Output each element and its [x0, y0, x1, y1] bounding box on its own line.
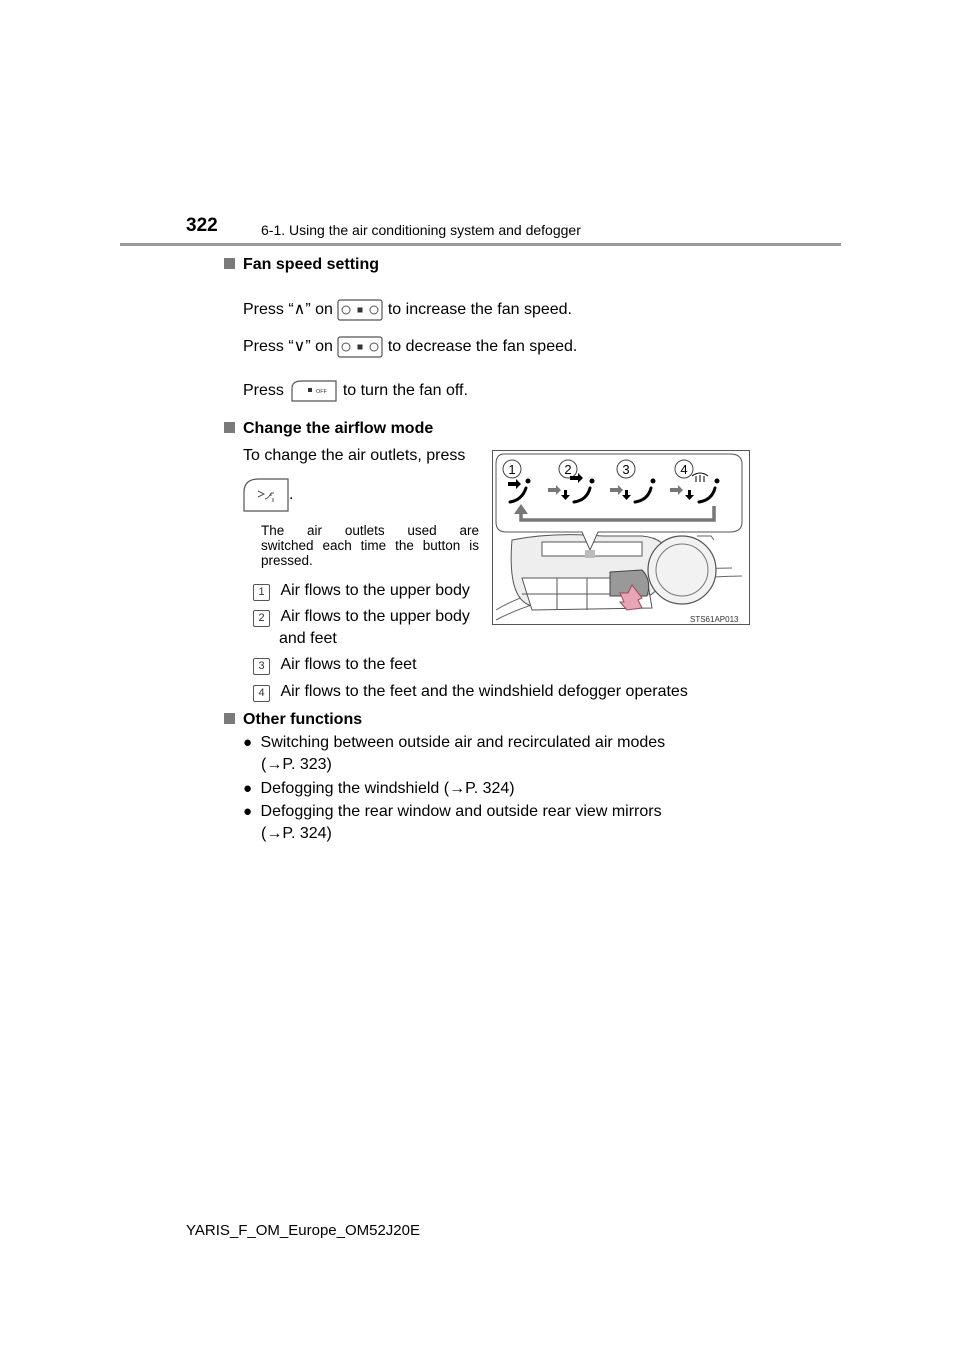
square-bullet-icon: [224, 713, 235, 724]
bullet-icon: ●: [243, 734, 253, 751]
bullet-icon: ●: [243, 803, 253, 820]
fan-decrease-line: Press “∨” on to decrease the fan speed.: [243, 336, 577, 358]
page-number: 322: [186, 215, 218, 236]
other-item-3: ● Defogging the rear window and outside rear view mirrors: [243, 803, 662, 820]
off-label: OFF: [316, 389, 328, 395]
other-item-2: ● Defogging the windshield (→P. 324): [243, 780, 515, 797]
other-item-3-cont: (→P. 324): [261, 825, 332, 842]
airflow-item-1: 1 Air flows to the upper body: [253, 582, 470, 601]
bullet-icon: ●: [243, 780, 253, 797]
airflow-item-4: 4 Air flows to the feet and the windshield defogger operates: [253, 683, 688, 702]
svg-text:2: 2: [564, 462, 572, 477]
svg-text:3: 3: [622, 462, 630, 477]
fan-off-button-icon: [288, 380, 338, 402]
figure-number-3: [617, 460, 635, 478]
airflow-intro: To change the air outlets, press: [243, 447, 466, 464]
item-number: 3: [253, 658, 270, 675]
item-number: 2: [253, 610, 270, 627]
square-bullet-icon: [224, 258, 235, 269]
fan-speed-heading: Fan speed setting: [224, 256, 379, 274]
svg-text:1: 1: [508, 462, 516, 477]
header-rule: [120, 243, 841, 246]
airflow-heading: Change the airflow mode: [224, 420, 433, 438]
svg-text:4: 4: [680, 462, 688, 477]
fan-off-line: Press OFF to turn the fan off.: [243, 380, 468, 402]
airflow-item-3: 3 Air flows to the feet: [253, 656, 417, 675]
section-title: 6-1. Using the air conditioning system and defogger: [261, 222, 581, 238]
item-number: 1: [253, 584, 270, 601]
figure-number-1: [503, 460, 521, 478]
airflow-item-2: 2 Air flows to the upper body: [253, 608, 470, 627]
square-bullet-icon: [224, 422, 235, 433]
airflow-figure: [492, 450, 750, 625]
other-functions-heading: Other functions: [224, 711, 362, 729]
other-item-1-cont: (→P. 323): [261, 756, 332, 773]
airflow-intro-button-line: .: [243, 478, 293, 512]
fan-speed-button-icon: [337, 336, 383, 358]
other-item-1: ● Switching between outside air and recirculated air modes: [243, 734, 666, 751]
figure-number-2: [559, 460, 577, 478]
figure-code: STS61AP013: [690, 615, 739, 624]
airflow-item-2-cont: and feet: [279, 630, 337, 647]
item-number: 4: [253, 685, 270, 702]
footer-code: YARIS_F_OM_Europe_OM52J20E: [186, 1222, 421, 1239]
fan-increase-line: Press “∧” on to increase the fan speed.: [243, 299, 572, 321]
figure-number-4: [675, 460, 693, 478]
airflow-note: The air outlets used are switched each time the button is pressed.: [261, 523, 479, 568]
fan-speed-button-icon: [337, 299, 383, 321]
mode-button-icon: [243, 478, 289, 512]
